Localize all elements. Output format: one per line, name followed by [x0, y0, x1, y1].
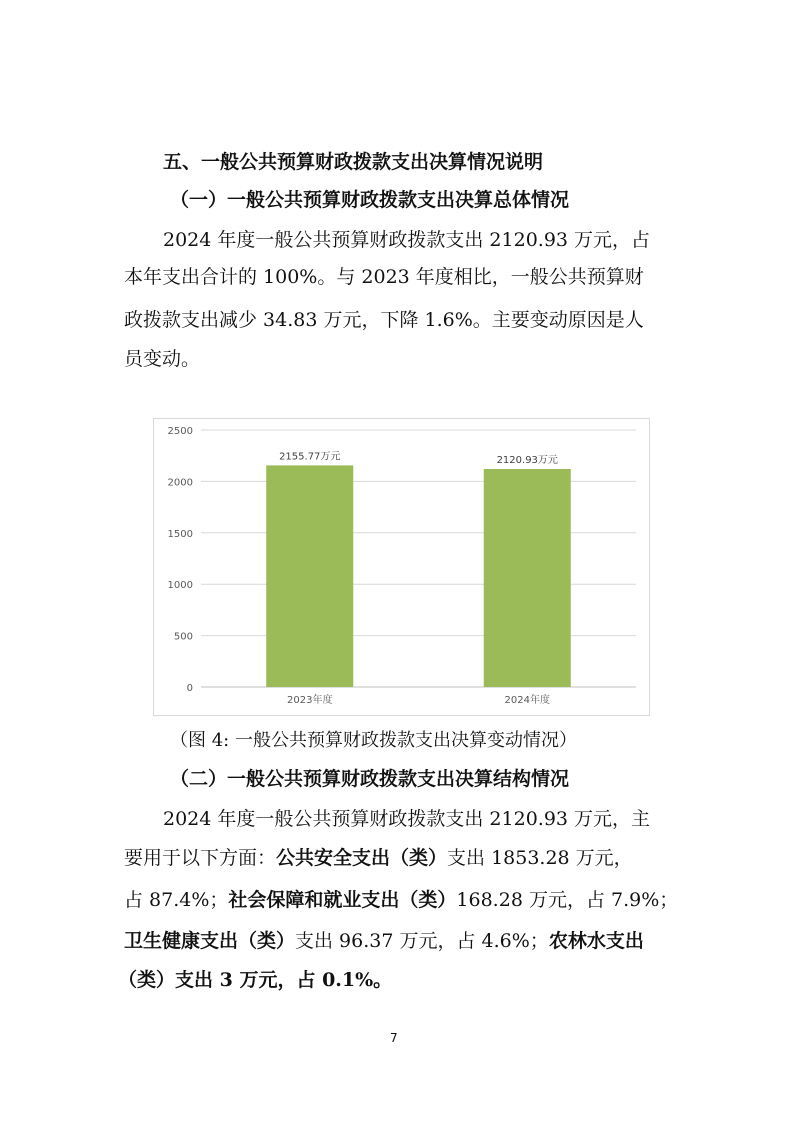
- bar-2023年度: [266, 465, 353, 687]
- figure-caption: （图 4: 一般公共预算财政拨款支出决算变动情况）: [170, 730, 577, 751]
- category-agriculture: 农林水支出: [548, 930, 644, 952]
- paragraph-line: 2024 年度一般公共预算财政拨款支出 2120.93 万元，主: [163, 808, 651, 830]
- chart-data-labels: [279, 450, 558, 466]
- y-tick-label: 1000: [167, 580, 193, 592]
- text-run: 168.28 万元，占 7.9%；: [456, 889, 679, 911]
- y-tick-label: 2500: [167, 426, 193, 437]
- chart-bars: [266, 465, 571, 687]
- subsection-title-structure: （二）一般公共预算财政拨款支出决算结构情况: [170, 768, 570, 790]
- paragraph-line: [124, 846, 633, 870]
- y-tick-label: 1500: [167, 528, 193, 540]
- category-public-security: 公共安全支出（类）: [276, 847, 448, 869]
- text-run: 支出 1853.28 万元，: [447, 847, 633, 869]
- y-tick-label: 500: [173, 631, 193, 643]
- paragraph-line: [124, 929, 644, 953]
- text-run: 支出 96.37 万元，占 4.6%；: [295, 930, 549, 952]
- category-health: 卫生健康支出（类）: [124, 930, 296, 952]
- expenditure-bar-chart: [153, 418, 650, 716]
- paragraph-line: 本年支出合计的 100%。与 2023 年度相比，一般公共预算财: [124, 266, 644, 288]
- paragraph-line: 政拨款支出减少 34.83 万元，下降 1.6%。主要变动原因是人: [124, 309, 644, 331]
- data-label: 2120.93万元: [496, 454, 558, 466]
- x-axis-tick-labels: [287, 693, 550, 706]
- text-run: 占 87.4%；: [124, 889, 229, 911]
- data-label: 2155.77万元: [279, 451, 341, 463]
- subsection-title-overall: （一）一般公共预算财政拨款支出决算总体情况: [170, 189, 570, 211]
- x-tick-label: 2024年度: [504, 695, 550, 706]
- paragraph-line: [124, 888, 678, 912]
- y-axis-tick-labels: [168, 426, 193, 694]
- category-social-security: 社会保障和就业支出（类）: [228, 889, 457, 911]
- bar-2024年度: [484, 469, 571, 687]
- text-run: 要用于以下方面：: [124, 847, 277, 869]
- paragraph-line: 员变动。: [124, 348, 201, 370]
- page-number: 7: [390, 1031, 398, 1045]
- section-title: 五、一般公共预算财政拨款支出决算情况说明: [163, 151, 544, 173]
- paragraph-line: 2024 年度一般公共预算财政拨款支出 2120.93 万元，占: [163, 229, 651, 251]
- y-tick-label: 0: [186, 683, 193, 694]
- x-tick-label: 2023年度: [287, 695, 333, 706]
- paragraph-line: （类）支出 3 万元，占 0.1%。: [118, 969, 393, 991]
- y-tick-label: 2000: [167, 477, 193, 489]
